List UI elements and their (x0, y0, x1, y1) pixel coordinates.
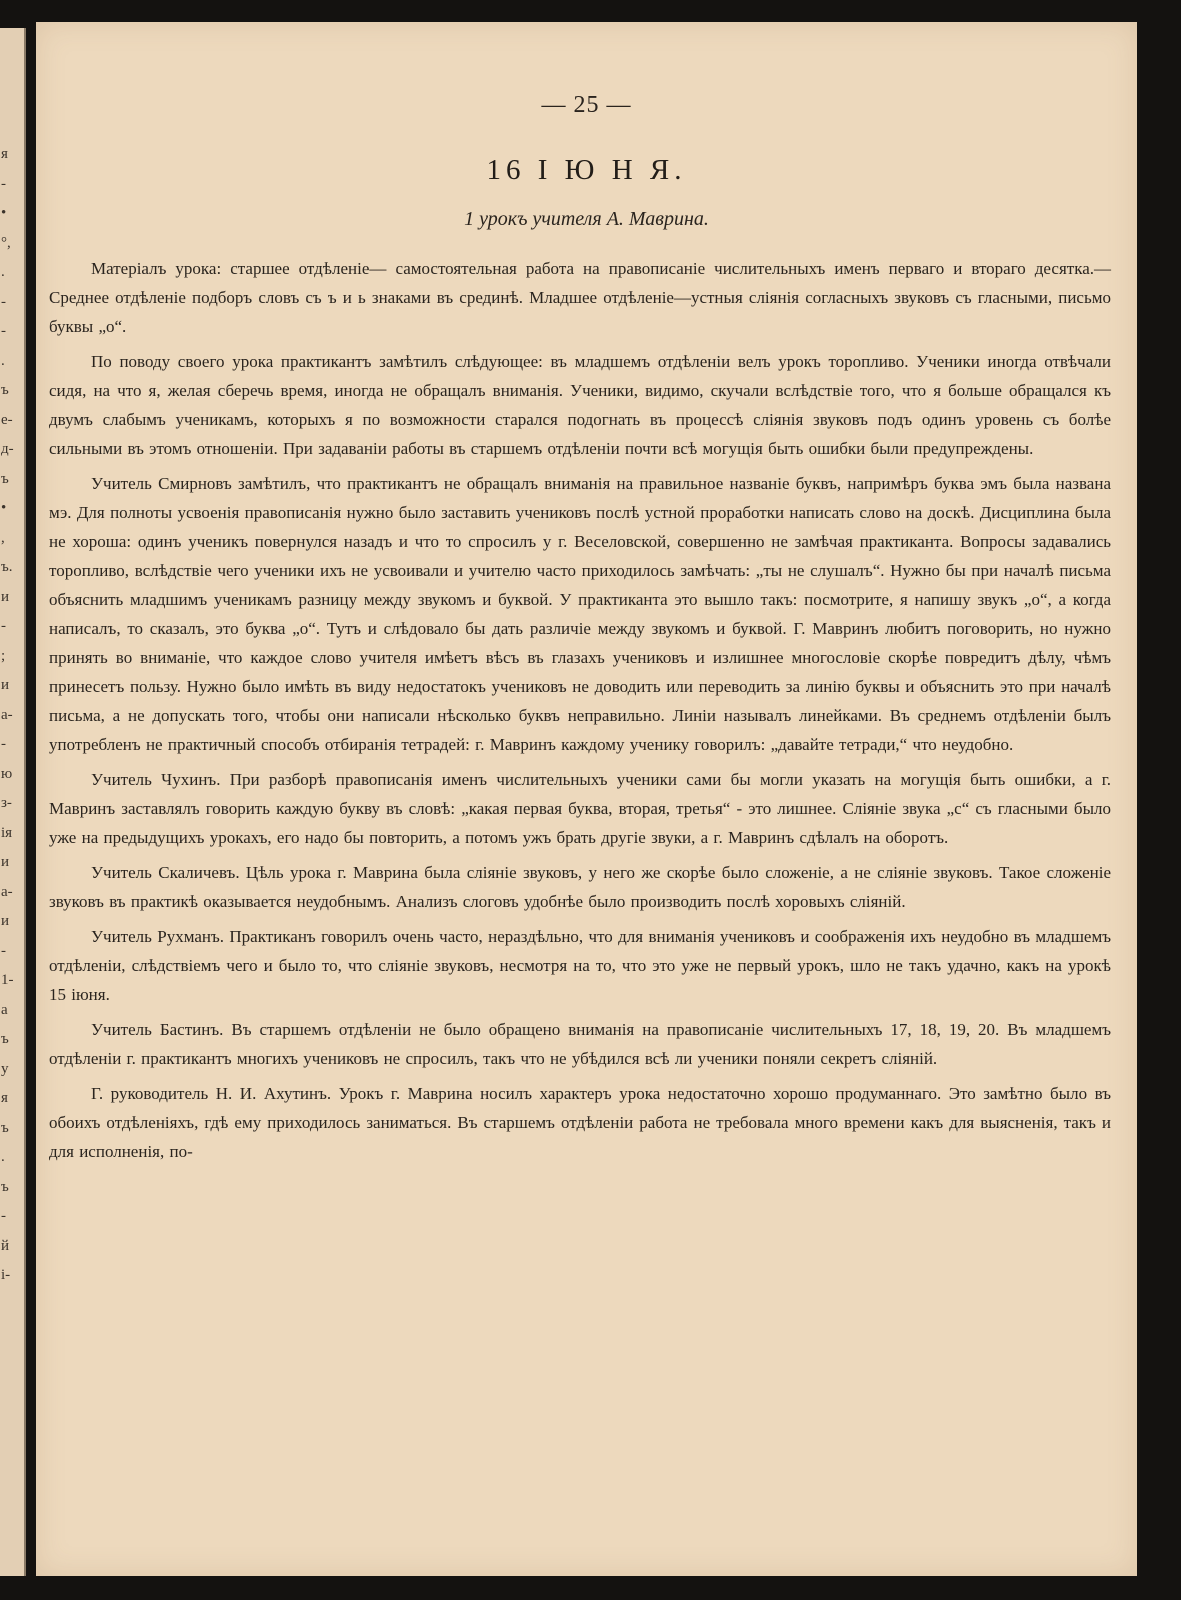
lesson-title: 1 урокъ учителя А. Маврина. (464, 208, 709, 230)
previous-page-fragment: й (1, 1237, 10, 1254)
previous-page-fragment: - (1, 1208, 6, 1224)
previous-page-fragment: а (1, 1001, 8, 1018)
previous-page-fragment: 1- (1, 972, 14, 988)
previous-page-fragment: я (1, 1090, 8, 1106)
previous-page-fragment: - (1, 323, 6, 339)
previous-page-fragment: ю (1, 765, 13, 782)
previous-page-fragment: і- (1, 1267, 11, 1283)
previous-page-fragment: ъ (1, 1119, 9, 1136)
previous-page-fragment: - (1, 736, 6, 752)
paragraph: Учитель Чухинъ. При разборѣ правописанія именъ числительныхъ ученики сами бы могли указать на могущія быть ошибки, а г. Мавринъ заставлялъ говорить каждую букву въ словѣ: „какая первая буква, вторая, третья“ - это лишнее. Сліяніе звука „с“ съ гласными было уже на предыдущихъ урокахъ, его надо бы повторить, а потомъ ужъ брать другіе звуки, а г. Мавринъ сдѣлалъ на оборотъ. (49, 770, 1111, 847)
paragraph: Г. руководитель Н. И. Ахутинъ. Урокъ г. Маврина носилъ характеръ урока недостаточно хорошо продуманнаго. Это замѣтно было въ обоихъ отдѣленіяхъ, гдѣ ему приходилось заниматься. Въ старшемъ отдѣленіи работа не требовала много времени какъ для выясненія, такъ и для исполненія, по- (49, 1084, 1111, 1161)
previous-page-fragment: я (1, 146, 8, 162)
previous-page-fragment: °, (1, 234, 11, 251)
previous-page-fragment: ъ. (1, 559, 13, 575)
previous-page-fragment: а- (1, 706, 13, 723)
previous-page-fragment: - (1, 175, 6, 192)
paragraph: Матеріалъ урока: старшее отдѣленіе— самостоятельная работа на правописаніе числительныхъ именъ перваго и втораго десятка.—Среднее отдѣленіе подборъ словъ съ ъ и ь знаками въ срединѣ. Младшее отдѣленіе—устныя сліянія согласныхъ звуковъ съ гласными, письмо буквы „о“. (49, 259, 1111, 336)
previous-page-fragment: ъ (1, 1031, 9, 1047)
book-page (36, 22, 1137, 1576)
previous-page-fragment: ъ (1, 382, 9, 398)
previous-page-fragment: ; (1, 647, 6, 664)
previous-page-fragment: и (1, 913, 10, 929)
previous-page-fragment: ъ (1, 470, 9, 487)
page-number: — 25 — (541, 92, 632, 118)
previous-page-fragment: • (1, 205, 7, 221)
previous-page-fragment: а- (1, 883, 13, 900)
previous-page-fragment: и (1, 854, 10, 870)
paragraph: Учитель Скаличевъ. Цѣль урока г. Маврина была сліяніе звуковъ, у него же скорѣе было сложеніе, а не сліяніе звуковъ. Такое сложеніе звуковъ въ практикѣ оказывается неудобнымъ. Анализъ слоговъ удобнѣе было производить послѣ хоровыхъ сліяній. (49, 863, 1111, 911)
previous-page-edge (0, 28, 26, 1576)
previous-page-fragment: з- (1, 795, 12, 811)
paragraph: Учитель Смирновъ замѣтилъ, что практикантъ не обращалъ вниманія на правильное названіе буквъ, напримѣръ буква эмъ была названа мэ. Для полноты усвоенія правописанія нужно было заставить учениковъ послѣ устной проработки написать слово на доскѣ. Дисциплина была не хороша: одинъ ученикъ повернулся назадъ и что то спросилъ у г. Веселовской, совершенно не замѣчая практиканта. Вопросы задавались торопливо, вслѣдствіе чего ученики ихъ не усвоивали и учителю часто приходилось замѣчать: „ты не слушалъ“. Нужно бы при началѣ письма объяснить младшимъ ученикамъ разницу между звукомъ и буквой. У практиканта это вышло такъ: посмотрите, я напишу звукъ „о“, а когда написалъ, то сказалъ, это буква „о“. Тутъ и слѣдовало бы дать различіе между звукомъ и буквой. Г. Мавринъ любитъ поговорить, но нужно принять во вниманіе, что каждое слово учителя имѣетъ вѣсъ въ глазахъ учениковъ и излишнее многословіе скорѣе повредитъ дѣлу, чѣмъ принесетъ пользу. Нужно было имѣть въ виду недостатокъ учениковъ не доводить или переводить за линію буквы и объяснить это при началѣ письма, а не допускать того, чтобы они написали нѣсколько буквъ неправильно. Линіи называлъ линейками. Въ среднемъ отдѣленіи былъ употребленъ не практичный способъ отбиранія тетрадей: г. Мавринъ каждому ученику говорилъ: „давайте тетради,“ что неудобно. (49, 474, 1111, 754)
previous-page-fragment: . (1, 1149, 5, 1165)
previous-page-fragment: и (1, 588, 10, 605)
previous-page-fragment: у (1, 1060, 9, 1077)
previous-page-fragment: - (1, 293, 6, 310)
previous-page-fragment: ъ (1, 1178, 9, 1195)
previous-page-fragment: . (1, 352, 5, 369)
paragraph: Учитель Бастинъ. Въ старшемъ отдѣленіи не было обращено вниманія на правописаніе числительныхъ 17, 18, 19, 20. Въ младшемъ отдѣленіи г. практикантъ многихъ учениковъ не спросилъ, такъ что не убѣдился всѣ ли ученики поняли секретъ сліяній. (49, 1020, 1111, 1068)
previous-page-fragment: . (1, 264, 5, 280)
previous-page-fragment: - (1, 618, 6, 634)
body-text (49, 254, 1111, 1166)
date-heading: 16 І Ю Н Я. (486, 154, 687, 186)
previous-page-fragment: д- (1, 441, 14, 457)
previous-page-fragment: - (1, 942, 6, 959)
previous-page-fragment: • (1, 500, 7, 516)
previous-page-fragment: и (1, 677, 10, 693)
previous-page-fragment: , (1, 529, 5, 546)
paragraph: Учитель Рухманъ. Практиканъ говорилъ очень часто, нераздѣльно, что для вниманія учениковъ и соображенія ихъ неудобно въ младшемъ отдѣленіи, слѣдствіемъ чего и было то, что сліяніе звуковъ, несмотря на то, что это уже не первый урокъ, шло не такъ удачно, какъ на урокѣ 15 іюня. (49, 927, 1111, 1004)
previous-page-fragment: ія (1, 824, 13, 841)
paragraph: По поводу своего урока практикантъ замѣтилъ слѣдующее: въ младшемъ отдѣленіи велъ урокъ торопливо. Ученики иногда отвѣчали сидя, на что я, желая сберечь время, иногда не обращалъ вниманія. Ученики, видимо, скучали вслѣдствіе того, что я больше обращался къ двумъ слабымъ ученикамъ, которыхъ я по возможности старался подогнать въ процессѣ сліянія звуковъ подъ одинъ уровень съ болѣе сильными въ этомъ отношеніи. При задаваніи работы въ старшемъ отдѣленіи почти всѣ могущія быть ошибки были предупреждены. (49, 352, 1111, 458)
previous-page-fragment: е- (1, 411, 13, 428)
